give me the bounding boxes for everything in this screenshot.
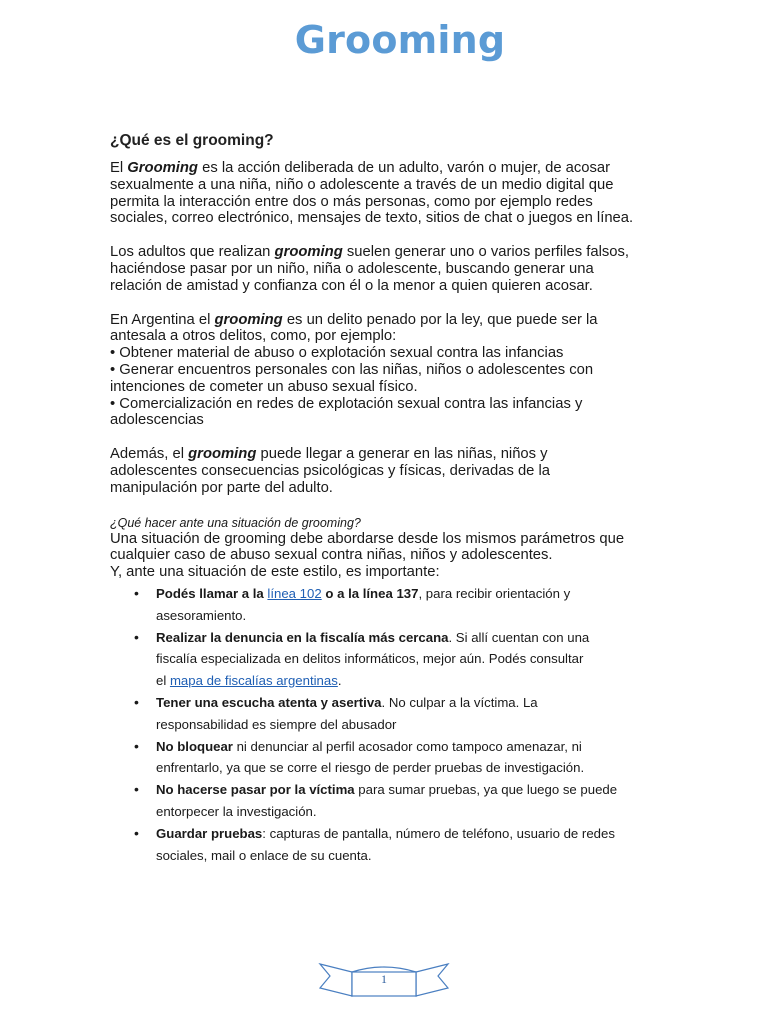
text-line: sociales, mail o enlace de su cuenta. bbox=[156, 847, 372, 863]
text: para sumar pruebas, ya que luego se puede bbox=[354, 782, 618, 798]
section-heading: ¿Qué es el grooming? bbox=[110, 132, 274, 149]
page-number: 1 bbox=[381, 972, 387, 986]
text: : capturas de pantalla, número de teléfono, usuario de redes bbox=[262, 825, 615, 841]
text: . Si allí cuentan con una bbox=[448, 629, 590, 645]
text: Además, el bbox=[110, 446, 189, 463]
text: Los adultos que realizan bbox=[110, 244, 275, 261]
text: . bbox=[337, 673, 342, 689]
text-line: adolescencias bbox=[110, 412, 204, 429]
list-item bbox=[156, 627, 670, 692]
text-line: enfrentarlo, ya que se corre el riesgo de perder pruebas de investigación. bbox=[156, 760, 585, 776]
list-item bbox=[156, 823, 670, 867]
bold-text: Guardar pruebas bbox=[156, 825, 263, 841]
text: ni denunciar al perfil acosador como tampoco amenazar, ni bbox=[232, 738, 582, 754]
emphasis-grooming: grooming bbox=[214, 311, 283, 328]
text-line: haciéndose pasar por un niño, niña o adolescente, buscando generar una bbox=[110, 260, 594, 277]
text: puede llegar a generar en las niñas, niños y bbox=[256, 446, 548, 463]
text-line: entorpecer la investigación. bbox=[156, 803, 317, 819]
intro-paragraph bbox=[110, 531, 670, 581]
text: el bbox=[156, 673, 170, 689]
text-line: asesoramiento. bbox=[156, 607, 247, 623]
emphasis-grooming: Grooming bbox=[127, 160, 198, 176]
bold-text: No hacerse pasar por la víctima bbox=[156, 782, 355, 798]
text-line: Una situación de grooming debe abordarse desde los mismos parámetros que bbox=[110, 530, 625, 547]
text-line: • Comercialización en redes de explotación sexual contra las infancias y bbox=[110, 395, 583, 412]
bold-text: Realizar la denuncia en la fiscalía más cercana bbox=[156, 629, 449, 645]
list-item bbox=[156, 736, 670, 780]
text: es un delito penado por la ley, que puede ser la bbox=[282, 311, 598, 328]
text-line: Y, ante una situación de este estilo, es importante: bbox=[110, 564, 440, 581]
text: suelen generar uno o varios perfiles falsos, bbox=[342, 244, 630, 261]
text-line: • Obtener material de abuso o explotación sexual contra las infancias bbox=[110, 345, 564, 362]
text: . No culpar a la víctima. La bbox=[381, 694, 538, 710]
tips-list bbox=[110, 583, 670, 866]
text: , para recibir orientación y bbox=[418, 585, 571, 601]
text-line: intenciones de cometer un abuso sexual físico. bbox=[110, 378, 418, 395]
text-line: cualquier caso de abuso sexual contra niñas, niños y adolescentes. bbox=[110, 547, 553, 564]
link-line-102[interactable]: línea 102 bbox=[267, 585, 322, 601]
document-title: Grooming bbox=[294, 18, 506, 62]
paragraph-definition bbox=[110, 160, 670, 227]
text-line: antesala a otros delitos, como, por ejemplo: bbox=[110, 328, 397, 345]
text-line: relación de amistad y confianza con él o la menor a quien quieren acosar. bbox=[110, 277, 593, 294]
bold-text: o a la línea 137 bbox=[321, 585, 419, 601]
text: En Argentina el bbox=[110, 311, 215, 328]
text-line: manipulación por parte del adulto. bbox=[110, 479, 333, 496]
text: El bbox=[110, 160, 128, 176]
paragraph-consequences bbox=[110, 446, 670, 496]
list-item bbox=[156, 692, 670, 736]
page-footer-ribbon bbox=[318, 962, 450, 998]
document-body bbox=[110, 132, 670, 866]
list-item bbox=[156, 583, 670, 627]
text-line: • Generar encuentros personales con las niñas, niños o adolescentes con bbox=[110, 361, 594, 378]
paragraph-argentina-law bbox=[110, 312, 670, 430]
emphasis-grooming: grooming bbox=[188, 446, 257, 463]
text-line: permita la interacción entre dos o más personas, como por ejemplo redes bbox=[110, 193, 593, 210]
text-line: fiscalía especializada en delitos informáticos, mejor aún. Podés consultar bbox=[156, 651, 584, 667]
text-line: sexualmente a una niña, niño o adolescente a través de un medio digital que bbox=[110, 176, 614, 193]
link-prosecutors-map[interactable]: mapa de fiscalías argentinas bbox=[169, 673, 338, 689]
text-line: sociales, correo electrónico, mensajes de texto, sitios de chat o juegos en línea. bbox=[110, 210, 634, 227]
bold-text: Tener una escucha atenta y asertiva bbox=[156, 694, 382, 710]
text: es la acción deliberada de un adulto, varón o mujer, de acosar bbox=[197, 160, 611, 176]
emphasis-grooming: grooming bbox=[274, 244, 343, 261]
subheading-what-to-do: ¿Qué hacer ante una situación de grooming? bbox=[110, 515, 361, 530]
list-item bbox=[156, 779, 670, 823]
bold-text: Podés llamar a la bbox=[156, 585, 268, 601]
text-line: responsabilidad es siempre del abusador bbox=[156, 716, 397, 732]
text-line: adolescentes consecuencias psicológicas y físicas, derivadas de la bbox=[110, 462, 551, 479]
paragraph-fake-profiles bbox=[110, 244, 670, 294]
bold-text: No bloquear bbox=[156, 738, 233, 754]
